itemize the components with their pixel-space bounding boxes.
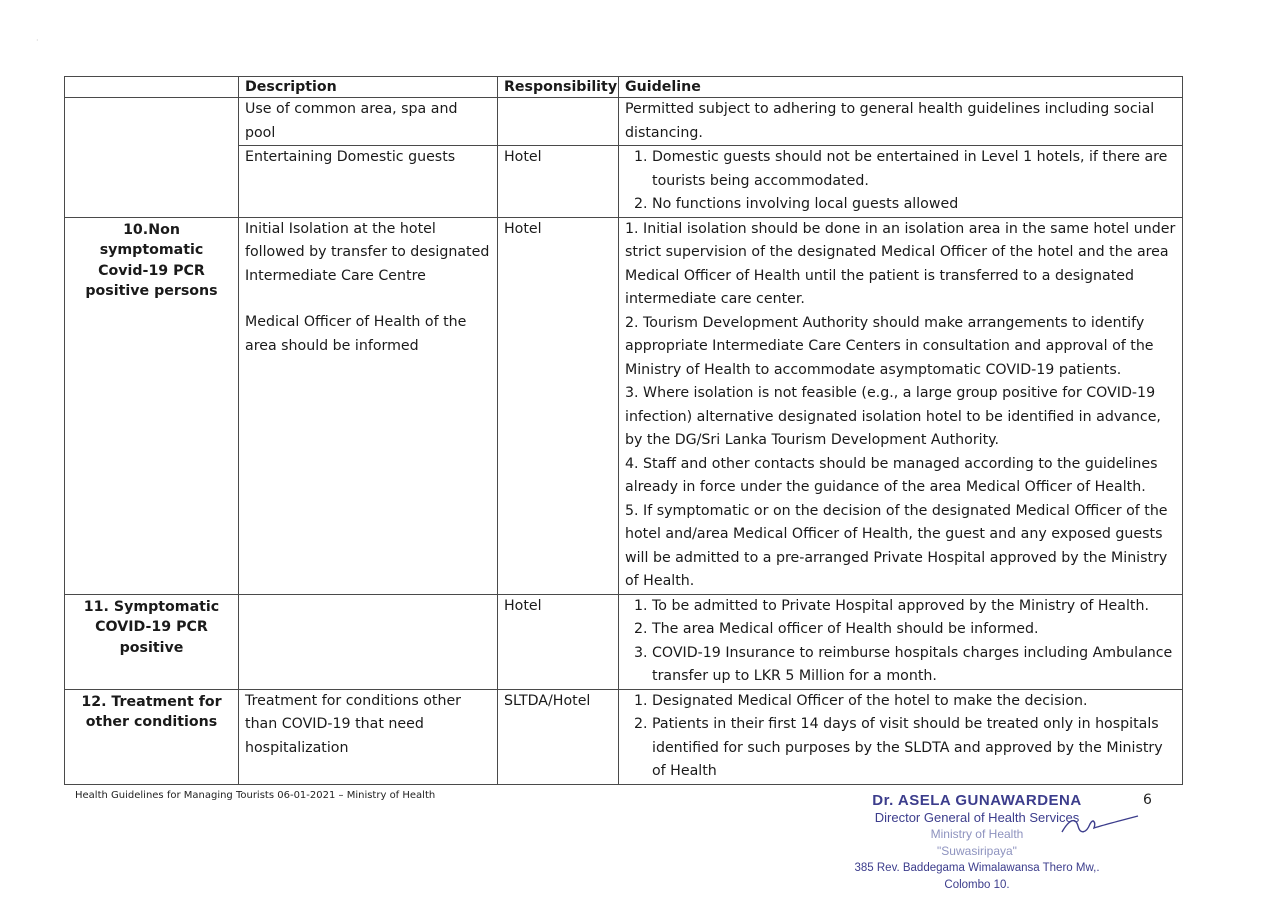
description-part: Initial Isolation at the hotel followed by transfer to designated Intermediate Care Centre [245,220,490,284]
guideline-item: 4. Staff and other contacts should be managed according to the guidelines already in force under the guidance of the area Medical Officer of Health. [625,455,1158,495]
row-guideline [619,217,1183,594]
description-part: Medical Officer of Health of the area should be informed [245,314,467,354]
guideline-list [625,690,1176,784]
header-description: Description [239,77,498,98]
table-row [65,217,1183,594]
row-responsibility: Hotel [498,217,619,594]
guidelines-table [64,76,1183,785]
row-responsibility: Hotel [498,594,619,689]
footer-text: Health Guidelines for Managing Tourists 06-01-2021 – Ministry of Health [75,790,436,801]
guideline-item: 2. The area Medical officer of Health should be informed. [652,618,1176,642]
row-responsibility: Hotel [498,146,619,218]
row-guideline [619,689,1183,784]
row-category [65,98,239,218]
table-row [65,98,1183,146]
row-responsibility: SLTDA/Hotel [498,689,619,784]
row-guideline [619,146,1183,218]
guideline-item: 1. Domestic guests should not be entertained in Level 1 hotels, if there are tourists being accommodated. [652,146,1176,193]
row-category: 12. Treatment for other conditions [65,689,239,784]
row-description: Entertaining Domestic guests [239,146,498,218]
row-category: 10.Non symptomatic Covid-19 PCR positive persons [65,217,239,594]
scan-artifact: · [36,36,39,45]
page-number: 6 [1143,792,1152,808]
stamp-address-line: 385 Rev. Baddegama Wimalawansa Thero Mw,. [854,862,1100,874]
row-description [239,217,498,594]
guideline-list [625,595,1176,689]
guideline-item: 5. If symptomatic or on the decision of the designated Medical Officer of the hotel and/area Medical Officer of Health, the guest and any exposed guests will be admitted to a pre-arranged Private Hospital approved by the Ministry of Health. [625,502,1168,589]
guideline-item: 3. COVID-19 Insurance to reimburse hospitals charges including Ambulance transfer up to LKR 5 Million for a month. [652,642,1176,689]
row-description [239,594,498,689]
guideline-item: 1. Designated Medical Officer of the hotel to make the decision. [652,690,1176,714]
guideline-item: 3. Where isolation is not feasible (e.g., a large group positive for COVID-19 infection) alternative designated isolation hotel to be identified in advance, by the DG/Sri Lanka Tourism Development Authority. [625,385,1161,448]
stamp-name: Dr. ASELA GUNAWARDENA [872,792,1082,809]
stamp-ministry: Ministry of Health [930,827,1024,841]
guideline-item: 1. Initial isolation should be done in an isolation area in the same hotel under strict supervision of the designated Medical Officer of the hotel and the area Medical Officer of Health until the patient is transferred to a designated intermediate care center. [625,220,1176,307]
guideline-list [625,146,1176,217]
guideline-item: 1. To be admitted to Private Hospital approved by the Ministry of Health. [652,595,1176,619]
guideline-item: 2. No functions involving local guests allowed [652,193,1176,217]
row-guideline: Permitted subject to adhering to general health guidelines including social distancing. [619,98,1183,146]
table-row [65,689,1183,784]
signature-icon [1060,810,1140,840]
row-description: Treatment for conditions other than COVID-19 that need hospitalization [239,689,498,784]
row-description: Use of common area, spa and pool [239,98,498,146]
header-responsibility: Responsibility [498,77,619,98]
stamp-title: Director General of Health Services [874,810,1080,825]
row-responsibility [498,98,619,146]
guideline-item: 2. Tourism Development Authority should make arrangements to identify appropriate Intermediate Care Centers in consultation and approval of the Ministry of Health to accommodate asymptomatic COVID-19 patients. [625,314,1154,378]
table-header-row [65,77,1183,98]
row-guideline [619,594,1183,689]
row-category: 11. Symptomatic COVID-19 PCR positive [65,594,239,689]
header-guideline: Guideline [619,77,1183,98]
table-row [65,594,1183,689]
stamp-building: "Suwasiripaya" [937,844,1017,858]
guideline-item: 2. Patients in their first 14 days of visit should be treated only in hospitals identified for such purposes by the SLDTA and approved by the Ministry of Health [652,713,1176,784]
official-stamp [842,792,1112,894]
stamp-address-line: Colombo 10. [944,879,1010,891]
header-category [65,77,239,98]
